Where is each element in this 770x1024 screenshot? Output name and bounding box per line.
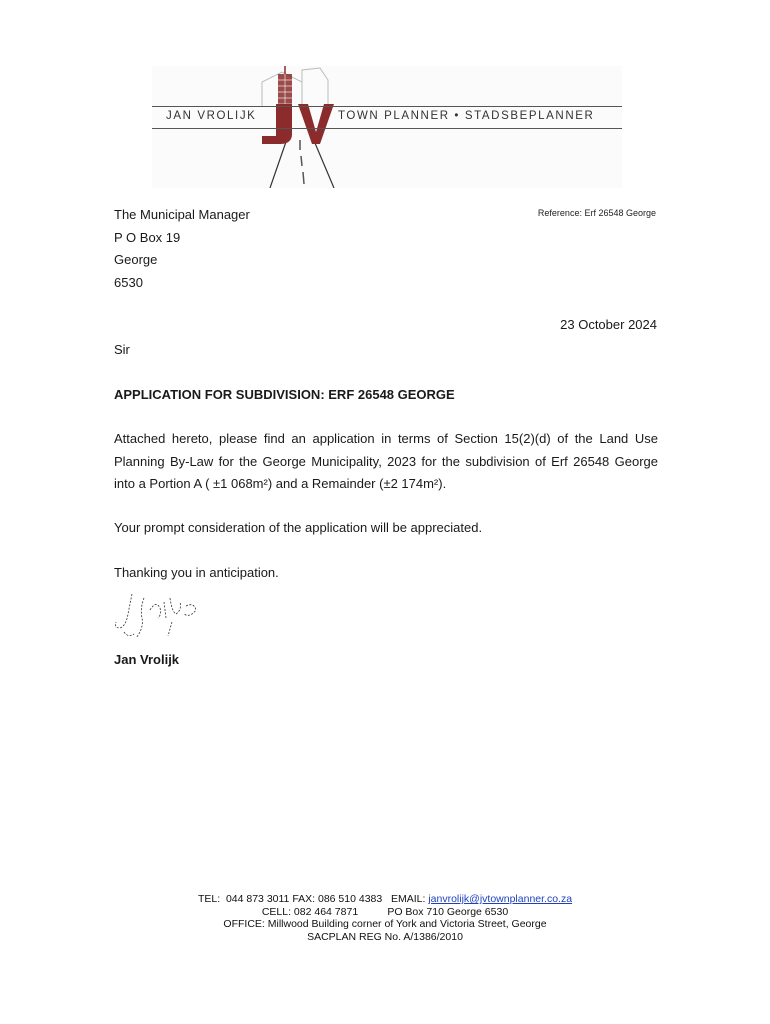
footer bbox=[0, 893, 770, 943]
signer-name: Jan Vrolijk bbox=[114, 652, 180, 667]
footer-tel-fax: TEL: 044 873 3011 FAX: 086 510 4383 EMAIL: bbox=[197, 893, 429, 905]
body-paragraph-2: Your prompt consideration of the application will be appreciated. bbox=[114, 520, 483, 535]
letterhead-name: JAN VROLIJK bbox=[166, 110, 257, 122]
letterhead-skyline-graphic bbox=[152, 66, 622, 188]
subject-line: APPLICATION FOR SUBDIVISION: ERF 26548 GEORGE bbox=[114, 387, 455, 402]
letterhead bbox=[152, 66, 622, 188]
letter-date: 23 October 2024 bbox=[560, 317, 657, 332]
recipient-address bbox=[114, 204, 250, 294]
recipient-line-1: The Municipal Manager bbox=[114, 207, 250, 222]
footer-office: OFFICE: Millwood Building corner of York and Victoria Street, George bbox=[223, 918, 547, 930]
footer-contact-row bbox=[0, 893, 770, 906]
letterhead-rule-top bbox=[152, 106, 622, 107]
recipient-line-4: 6530 bbox=[114, 274, 143, 290]
body-paragraph-1: Attached hereto, please find an application in terms of Section 15(2)(d) of the Land Use Planning By-Law for the George Municipality, 2023 for the subdivision of Erf 26548 George into a Portion A ( ±1 068m²) and a Remainder (±2 174m²). bbox=[114, 431, 658, 491]
salutation: Sir bbox=[114, 342, 130, 357]
footer-cell-box: CELL: 082 464 7871 PO Box 710 George 6530 bbox=[261, 905, 509, 918]
letterhead-tagline: TOWN PLANNER • STADSBEPLANNER bbox=[338, 110, 595, 122]
reference: Reference: Erf 26548 George bbox=[537, 208, 656, 218]
recipient-line-3: George bbox=[114, 252, 158, 267]
footer-sacplan: SACPLAN REG No. A/1386/2010 bbox=[307, 930, 463, 943]
handwritten-signature bbox=[110, 588, 210, 646]
footer-email-link[interactable]: janvrolijk@jvtownplanner.co.za bbox=[428, 893, 573, 905]
body-paragraph-3: Thanking you in anticipation. bbox=[114, 565, 279, 580]
recipient-line-2: P O Box 19 bbox=[114, 229, 181, 245]
letterhead-rule-bottom bbox=[152, 128, 622, 129]
